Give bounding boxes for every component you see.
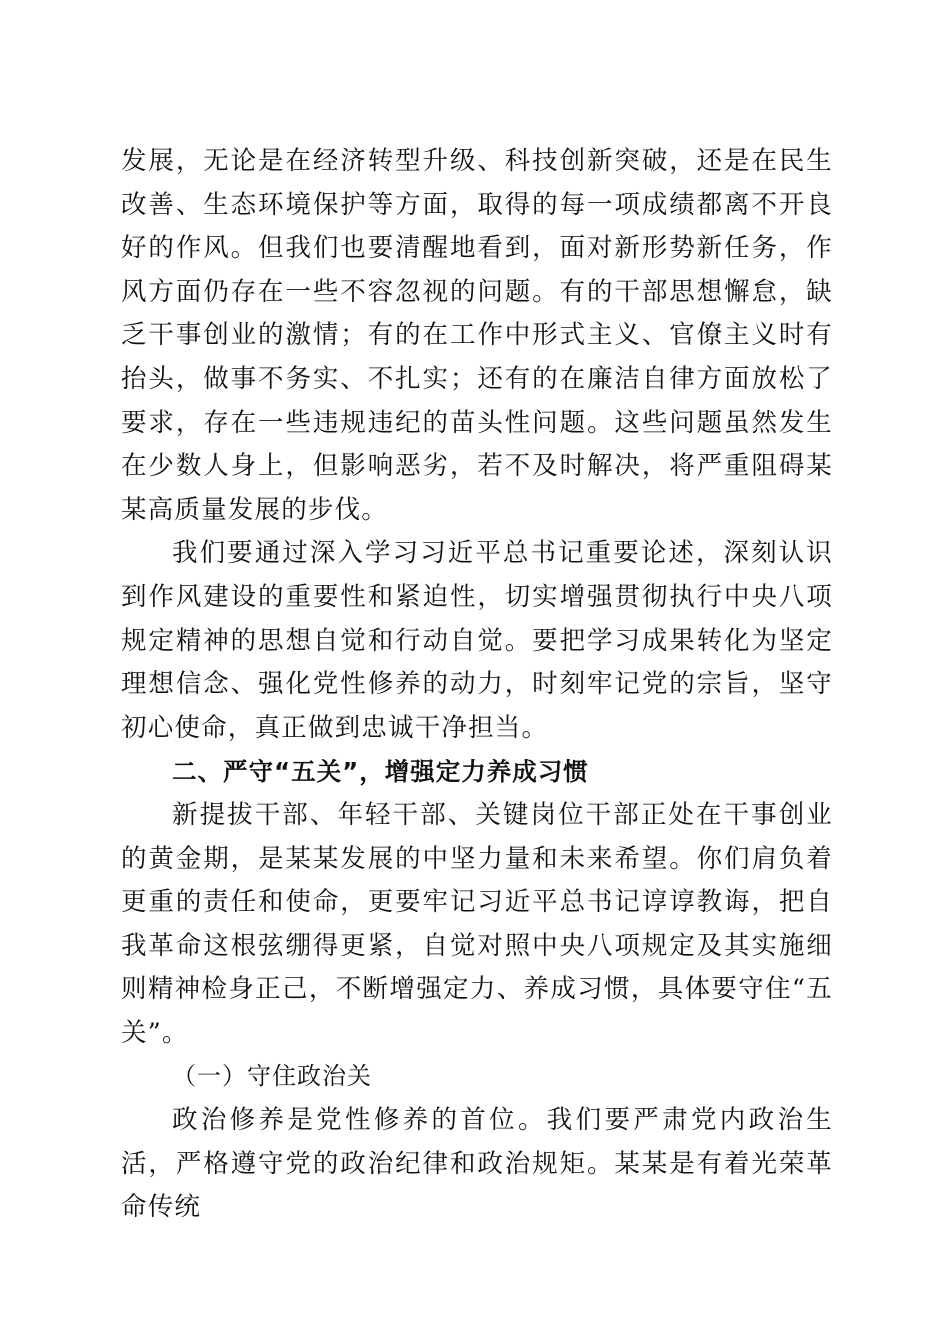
paragraph-continuation: 发展，无论是在经济转型升级、科技创新突破，还是在民生改善、生态环境保护等方面，取得的每一项成绩都离不开良好的作风。但我们也要清醒地看到，面对新形势新任务，作风方面仍存在一些不容忽视的问题。有的干部思想懈怠，缺乏干事创业的激情；有的在工作中形式主义、官僚主义时有抬头，做事不务实、不扎实；还有的在廉洁自律方面放松了要求，存在一些违规违纪的苗头性问题。这些问题虽然发生在少数人身上，但影响恶劣，若不及时解决，将严重阻碍某某高质量发展的步伐。 [121,146,833,525]
section-heading-two: 二、严守“五关”，增强定力养成习惯 [172,757,589,787]
document-body [121,140,833,1230]
subsection-heading-one: （一）守住政治关 [172,1062,372,1091]
paragraph-study: 我们要通过深入学习习近平总书记重要论述，深刻认识到作风建设的重要性和紧迫性，切实增强贯彻执行中央八项规定精神的思想自觉和行动自觉。要把学习成果转化为坚定理想信念、强化党性修养的动力，时刻牢记党的宗旨，坚守初心使命，真正做到忠诚干净担当。 [121,538,833,743]
paragraph-political: 政治修养是党性修养的首位。我们要严肃党内政治生活，严格遵守党的政治纪律和政治规矩。某某是有着光荣革命传统 [121,1105,833,1223]
paragraph-cadres: 新提拔干部、年轻干部、关键岗位干部正处在干事创业的黄金期，是某某发展的中坚力量和未来希望。你们肩负着更重的责任和使命，更要牢记习近平总书记谆谆教诲，把自我革命这根弦绷得更紧，自觉对照中央八项规定及其实施细则精神检身正己，不断增强定力、养成习惯，具体要守住“五关”。 [121,799,833,1048]
